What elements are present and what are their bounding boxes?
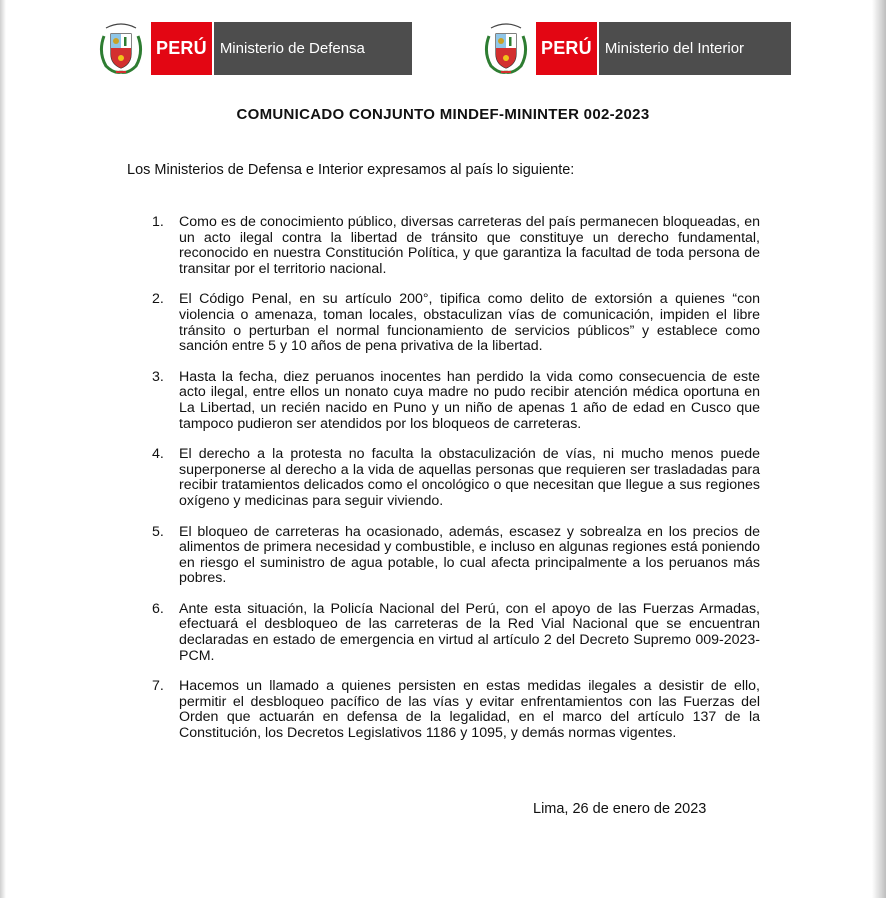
item-text: Hacemos un llamado a quienes persisten en estas medidas ilegales a desistir de ello, permitir el desbloqueo pacífico de las vías y evitar enfrentamientos con las Fuerzas del Orden que actuarán en defensa de la legalidad, en el marco del artículo 137 de la Constitución, los Decretos Legislativos 1186 y 1095, y demás normas vigentes. bbox=[179, 678, 760, 742]
place-date-signature: Lima, 26 de enero de 2023 bbox=[533, 801, 707, 817]
item-number: 5. bbox=[152, 523, 164, 540]
item-text: El Código Penal, en su artículo 200°, tipifica como delito de extorsión a quienes “con violencia o amenaza, toman locales, obstaculizan vías de comunicación, impiden el libre tránsito o perturban el normal funcionamiento de servicios públicos” y establece como sanción entre 5 y 10 años de pena privativa de la libertad. bbox=[179, 291, 760, 355]
ministry-name-label: Ministerio de Defensa bbox=[214, 22, 412, 75]
item-text: Como es de conocimiento público, diversas carreteras del país permanecen bloqueadas, en un acto ilegal contra la libertad de tránsito que constituye un derecho fundamental, reconocido en nuestra Constitución Política, y que garantiza la facultad de toda persona de transitar por el territorio nacional. bbox=[179, 214, 760, 277]
ministry-name-label: Ministerio del Interior bbox=[599, 22, 791, 75]
item-number: 4. bbox=[152, 446, 164, 463]
statement-list bbox=[152, 215, 760, 742]
coat-of-arms-icon bbox=[96, 22, 146, 74]
peru-brand-label: PERÚ bbox=[151, 22, 212, 75]
item-text: El derecho a la protesta no faculta la obstaculización de vías, ni mucho menos puede superponerse al derecho a la vida de aquellas personas que requieren ser trasladadas para recibir tratamientos delicados como el oncológico o que necesitan que llegue a sus regiones oxígeno y medicinas para seguir viviendo. bbox=[179, 446, 760, 509]
peru-brand-label: PERÚ bbox=[536, 22, 597, 75]
document-title: COMUNICADO CONJUNTO MINDEF-MININTER 002-2023 bbox=[236, 106, 650, 123]
page-shadow-right bbox=[872, 0, 886, 898]
page-shadow-left bbox=[0, 0, 6, 898]
item-text: El bloqueo de carreteras ha ocasionado, además, escasez y sobrealza en los precios de alimentos de primera necesidad y combustible, e incluso en algunas regiones está poniendo en riesgo el suministro de agua potable, lo cual afecta principalmente a los peruanos más pobres. bbox=[179, 523, 760, 587]
list-item bbox=[152, 215, 760, 277]
item-number: 2. bbox=[152, 291, 164, 308]
mindef-logo bbox=[96, 22, 412, 75]
list-item bbox=[152, 602, 760, 664]
list-item bbox=[152, 679, 760, 741]
item-number: 6. bbox=[152, 600, 164, 617]
item-number: 3. bbox=[152, 368, 164, 385]
item-number: 7. bbox=[152, 678, 164, 695]
list-item bbox=[152, 525, 760, 587]
list-item bbox=[152, 447, 760, 509]
mininter-logo bbox=[481, 22, 791, 75]
list-item bbox=[152, 292, 760, 354]
item-text: Hasta la fecha, diez peruanos inocentes han perdido la vida como consecuencia de este acto ilegal, entre ellos un nonato cuya madre no pudo recibir atención médica oportuna en La Libertad, un recién nacido en Puno y un niño de apenas 1 año de edad en Cusco que tampoco pudieron ser atendidos por los bloqueos de carreteras. bbox=[179, 368, 760, 432]
coat-of-arms-icon bbox=[481, 22, 531, 74]
item-text: Ante esta situación, la Policía Nacional del Perú, con el apoyo de las Fuerzas Armadas, efectuará el desbloqueo de las carreteras de la Red Vial Nacional que se encuentran declaradas en estado de emergencia en virtud al artículo 2 del Decreto Supremo 009-2023-PCM. bbox=[179, 600, 760, 664]
item-number: 1. bbox=[152, 214, 164, 230]
list-item bbox=[152, 370, 760, 432]
intro-paragraph: Los Ministerios de Defensa e Interior expresamos al país lo siguiente: bbox=[127, 162, 575, 178]
